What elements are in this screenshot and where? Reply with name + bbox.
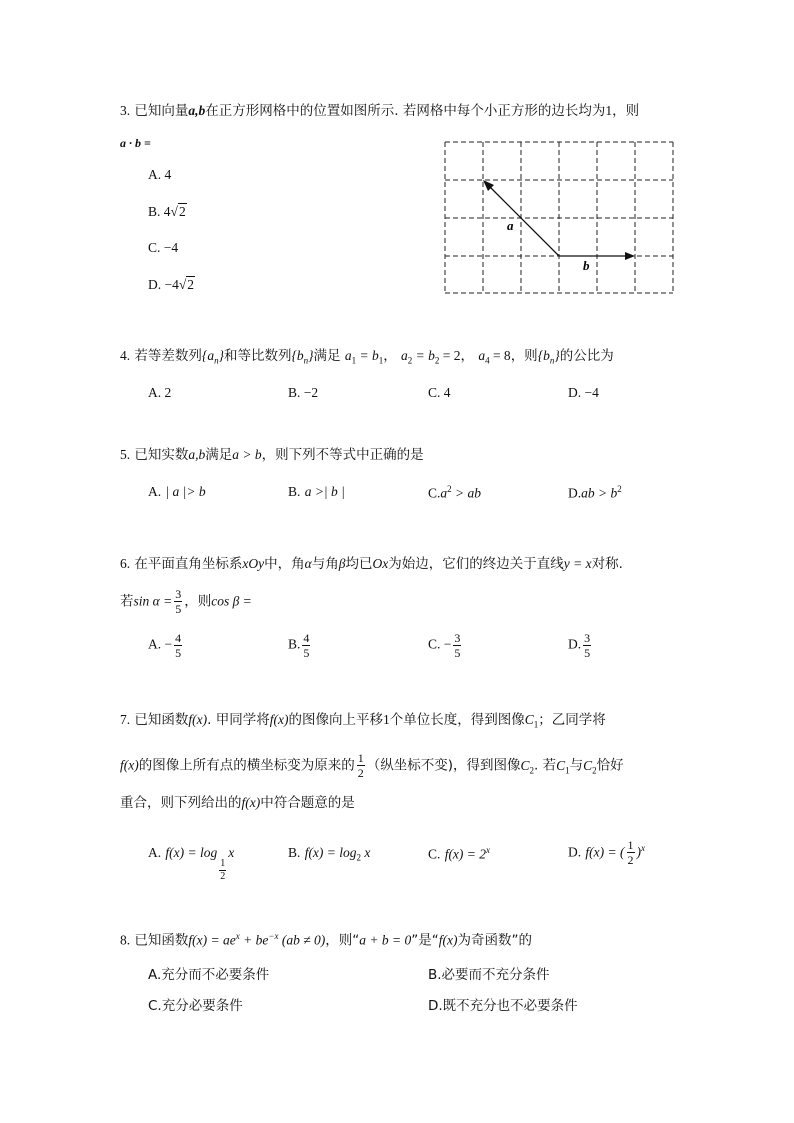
- q7-number: 7.: [120, 712, 131, 727]
- q6-option-a: A. − $\frac{4}{5}$: [148, 631, 182, 660]
- q7-option-c: C. $f(x) = 2^x$: [428, 845, 491, 862]
- q7-option-b: B. $f(x) = \log_2 x$: [288, 845, 371, 863]
- q4-option-b: B. −2: [288, 385, 319, 400]
- q3-dot-expression: a · b =: [120, 136, 151, 150]
- grid-lines: [445, 142, 673, 293]
- q5-number: 5.: [120, 447, 131, 462]
- q4-option-d: D. −4: [568, 385, 599, 400]
- q6-option-b: B. $\frac{4}{5}$: [288, 631, 310, 660]
- q8-stem: 8. 已知函数$f(x) = ae^x + be^{-x}$ (ab ≠ 0)，则“a + b = 0”是“f(x)为奇函数”的: [120, 931, 532, 949]
- q4-option-a: A. 2: [148, 385, 172, 400]
- q3-stem: 3. 已知向量a,b在正方形网格中的位置如图所示. 若网格中每个小正方形的边长均为1，则: [120, 103, 640, 119]
- q3-vector-grid-figure: [444, 141, 674, 295]
- q7-stem-line3: 重合，则下列给出的f(x)中符合题意的是: [120, 795, 355, 811]
- q5-option-c: $C.a^2$ > ab: [428, 484, 482, 501]
- q3-option-d: D. −4√2: [148, 277, 195, 292]
- q8-option-d: D.既不充分也不必要条件: [428, 998, 578, 1014]
- fraction-1-2: $\frac{1}{2}$: [357, 751, 364, 780]
- label-b: b: [583, 258, 590, 273]
- q3-option-b: B. 4√2: [148, 204, 186, 219]
- q6-option-d: D. $\frac{3}{5}$: [568, 631, 591, 660]
- q6-number: 6.: [120, 556, 131, 571]
- fraction-3-5: $\frac{3}{5}$: [175, 587, 182, 616]
- q5-option-d: $D.ab > b^2$: [568, 484, 622, 501]
- q5-stem: 5. 已知实数a,b满足a > b，则下列不等式中正确的是: [120, 447, 424, 463]
- q5-option-a: A. | a |> b: [148, 484, 206, 499]
- q8-option-c: C.充分必要条件: [148, 998, 243, 1014]
- q4-option-c: C. 4: [428, 385, 451, 400]
- q7-stem-line1: 7. 已知函数f(x). 甲同学将f(x)的图像向上平移1个单位长度，得到图像$C_1$；乙同学将: [120, 712, 606, 730]
- label-a: a: [507, 218, 514, 233]
- q4-number: 4.: [120, 348, 131, 363]
- q6-stem-line2: 若sin α = $\frac{3}{5}$ ，则cos β =: [120, 587, 252, 616]
- q8-option-a: A.充分而不必要条件: [148, 967, 270, 983]
- q7-option-a: A. f(x) = log $\frac{1}{2}$ x: [148, 845, 235, 882]
- q3-option-a: A. 4: [148, 167, 172, 182]
- q3-option-c: C. −4: [148, 240, 179, 255]
- q5-option-b: B. a >| b |: [288, 484, 345, 499]
- q3-number: 3.: [120, 103, 131, 118]
- q8-option-b: B.必要而不充分条件: [428, 967, 550, 983]
- q7-stem-line2: f(x)的图像上所有点的横坐标变为原来的 $\frac{1}{2}$ （纵坐标不变)，得到图像$C_2$. 若$C_1$与$C_2$恰好: [120, 751, 624, 780]
- q4-stem: 4. 若等差数列$\{a_n\}$和等比数列$\{b_n\}$满足 $a_1 = b_1$， $a_2 = b_2 = 2$， $a_4 = 8$，则$\{b_n\}$的公比为: [120, 348, 614, 366]
- q6-stem-line1: 6. 在平面直角坐标系xOy中，角α与角β均已Ox为始边，它们的终边关于直线y = x对称.: [120, 556, 623, 572]
- q6-option-c: C. − $\frac{3}{5}$: [428, 631, 461, 660]
- q7-option-d: D. f(x) = ( $\frac{1}{2}$ )$^x$: [568, 838, 646, 867]
- q8-number: 8.: [120, 932, 131, 948]
